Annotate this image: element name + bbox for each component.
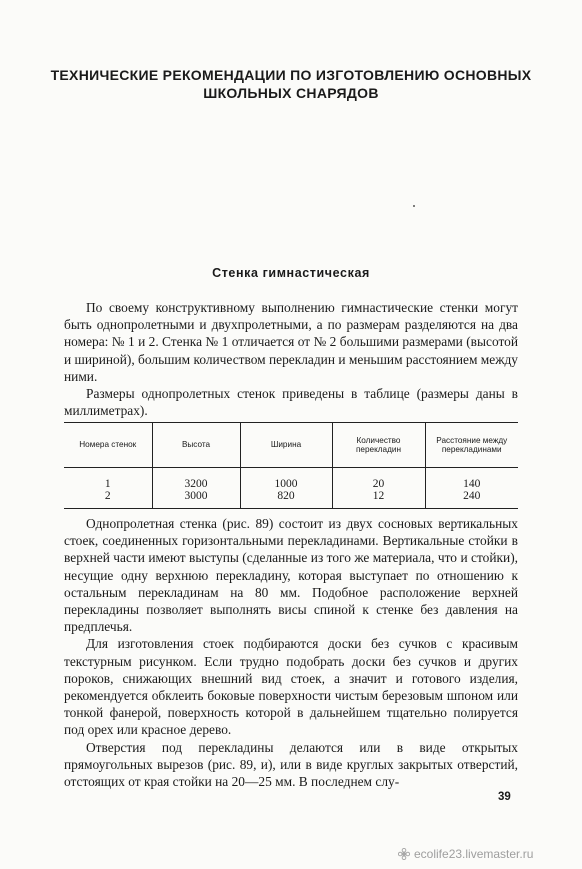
paragraph: Однопролетная стенка (рис. 89) состоит из двух сосновых вертикальных стоек, соединенных горизонтальными перекладинами. Вертикальные стойки в верхней части имеют выступы (сделанные из того же материала, что и стойки), несущие одну верхнюю перекладину, которая выступает по отношению к остальным перекладинам на 80 мм. Подобное расположение верхней перекладины позволяет выполнять висы спиной к стенке без давления на предплечья.	[64, 516, 518, 635]
body-text	[64, 515, 518, 790]
table-cell: 140	[425, 468, 518, 491]
column-header: Количество перекладин	[332, 423, 425, 468]
table-cell: 20	[332, 468, 425, 491]
column-header: Высота	[152, 423, 240, 468]
paragraph: Размеры однопролетных стенок приведены в таблице (размеры даны в миллиметрах).	[64, 386, 518, 419]
table-row	[64, 468, 518, 491]
column-header: Номера стенок	[64, 423, 152, 468]
page-number: 39	[498, 791, 511, 803]
column-header: Расстояние между перекладинами	[425, 423, 518, 468]
column-header: Ширина	[240, 423, 332, 468]
table-header-row	[64, 423, 518, 468]
table-cell: 3000	[152, 490, 240, 509]
table-cell: 820	[240, 490, 332, 509]
dimensions-table	[64, 422, 518, 509]
paragraph: По своему конструктивному выполнению гимнастические стенки могут быть однопролетными и двухпролетными, а по размерам разделяются на два номера: № 1 и 2. Стенка № 1 отличается от № 2 большими размерами (высотой и шириной), большим количеством перекладин и меньшим расстоянием между ними.	[64, 300, 518, 384]
intro-text	[64, 299, 518, 419]
page-title-line-1: ТЕХНИЧЕСКИЕ РЕКОМЕНДАЦИИ ПО ИЗГОТОВЛЕНИЮ ОСНОВНЫХ	[50, 67, 532, 83]
flower-icon	[398, 848, 410, 860]
page-title	[40, 66, 542, 102]
table-cell: 1000	[240, 468, 332, 491]
table-cell: 240	[425, 490, 518, 509]
page-title-line-2: ШКОЛЬНЫХ СНАРЯДОВ	[203, 85, 379, 101]
table-cell: 3200	[152, 468, 240, 491]
print-speck	[413, 205, 415, 207]
table-cell: 1	[104, 478, 111, 490]
table-row	[64, 490, 518, 509]
table-cell: 2	[104, 490, 111, 502]
paragraph: Отверстия под перекладины делаются или в виде открытых прямоугольных вырезов (рис. 89, и), или в виде круглых закрытых отверстий, отстоящих от края стойки на 20—25 мм. В последнем слу-	[64, 739, 518, 790]
section-title: Стенка гимнастическая	[212, 266, 370, 280]
watermark-text: ecolife23.livemaster.ru	[414, 847, 534, 861]
table-cell: 12	[332, 490, 425, 509]
watermark	[398, 847, 533, 861]
paragraph: Для изготовления стоек подбираются доски без сучков с красивым текстурным рисунком. Если трудно подобрать доски без сучков и других пороков, снижающих внешний вид стоек, а значит и готового изделия, рекомендуется обклеить боковые поверхности чистым березовым шпоном или тонкой фанерой, поверхность которой в дальнейшем тщательно полируется под орех или красное дерево.	[64, 636, 518, 738]
